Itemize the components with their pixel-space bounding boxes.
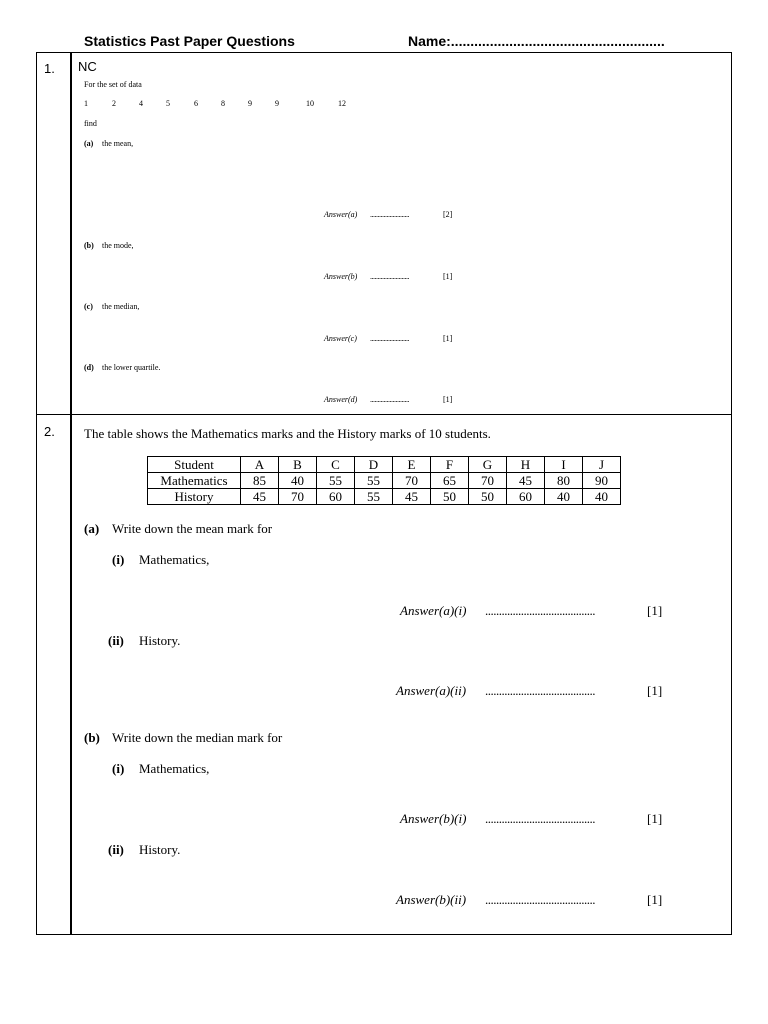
- marks: [2]: [443, 210, 453, 219]
- data-value: 9: [275, 99, 279, 108]
- table-header-row: [148, 457, 621, 473]
- table-cell: 55: [355, 489, 393, 505]
- question-divider: [36, 414, 732, 415]
- marks: [1]: [647, 683, 663, 698]
- table-cell: 45: [393, 489, 431, 505]
- subpart-text: History.: [139, 633, 181, 648]
- table-cell: 40: [545, 489, 583, 505]
- part-label: (a): [84, 521, 100, 536]
- table-header-cell: B: [279, 457, 317, 473]
- table-header-cell: G: [469, 457, 507, 473]
- table-cell: 70: [279, 489, 317, 505]
- table-header-cell: J: [583, 457, 621, 473]
- table-header-cell: D: [355, 457, 393, 473]
- part-label: (b): [84, 730, 100, 745]
- subpart-label: (ii): [108, 842, 124, 857]
- marks: [1]: [443, 334, 453, 343]
- answer-label: Answer(b)(ii): [396, 892, 467, 907]
- subpart-text: History.: [139, 842, 181, 857]
- table-cell: 60: [317, 489, 355, 505]
- part-label: (a): [84, 139, 94, 148]
- table-cell: Mathematics: [148, 473, 241, 489]
- answer-label: Answer(b): [324, 272, 358, 281]
- part-label: (d): [84, 363, 94, 372]
- number-column-divider: [70, 52, 72, 935]
- marks: [1]: [647, 603, 663, 618]
- answer-line: ........................................: [485, 892, 595, 907]
- subpart-label: (ii): [108, 633, 124, 648]
- subpart-text: Mathematics,: [139, 552, 210, 567]
- answer-label: Answer(b)(i): [400, 811, 467, 826]
- table-cell: 50: [469, 489, 507, 505]
- table-cell: 50: [431, 489, 469, 505]
- answer-line: ..........................: [370, 210, 409, 219]
- answer-line: ........................................: [485, 683, 595, 698]
- question-number: 2.: [44, 424, 55, 439]
- table-cell: 60: [507, 489, 545, 505]
- table-cell: 55: [317, 473, 355, 489]
- marks: [1]: [647, 892, 663, 907]
- table-cell: 55: [355, 473, 393, 489]
- name-field-label: Name:.......................................................: [408, 33, 665, 49]
- answer-line: ........................................: [485, 811, 595, 826]
- data-value: 6: [194, 99, 198, 108]
- table-header-cell: Student: [148, 457, 241, 473]
- data-value: 10: [306, 99, 314, 108]
- table-cell: 90: [583, 473, 621, 489]
- data-value: 5: [166, 99, 170, 108]
- data-value: 1: [84, 99, 88, 108]
- marks: [1]: [443, 395, 453, 404]
- subpart-label: (i): [112, 761, 125, 776]
- answer-label: Answer(a)(ii): [396, 683, 467, 698]
- part-label: (b): [84, 241, 94, 250]
- subpart-text: Mathematics,: [139, 761, 210, 776]
- part-text: the lower quartile.: [102, 363, 161, 372]
- answer-label: Answer(c): [324, 334, 357, 343]
- table-header-cell: F: [431, 457, 469, 473]
- table-cell: 45: [507, 473, 545, 489]
- table-cell: 85: [241, 473, 279, 489]
- table-cell: 70: [393, 473, 431, 489]
- question-intro: The table shows the Mathematics marks and the History marks of 10 students.: [84, 426, 491, 441]
- question-tag: NC: [78, 59, 97, 74]
- part-text: Write down the median mark for: [112, 730, 283, 745]
- table-header-cell: I: [545, 457, 583, 473]
- question-intro: For the set of data: [84, 80, 142, 89]
- table-cell: 40: [279, 473, 317, 489]
- table-header-cell: C: [317, 457, 355, 473]
- table-cell: History: [148, 489, 241, 505]
- table-cell: 40: [583, 489, 621, 505]
- part-text: Write down the mean mark for: [112, 521, 273, 536]
- answer-line: ..........................: [370, 395, 409, 404]
- data-value: 9: [248, 99, 252, 108]
- table-header-cell: E: [393, 457, 431, 473]
- table-header-cell: H: [507, 457, 545, 473]
- marks: [1]: [443, 272, 453, 281]
- answer-label: Answer(d): [324, 395, 358, 404]
- data-value: 2: [112, 99, 116, 108]
- part-text: the mean,: [102, 139, 134, 148]
- answer-line: ..........................: [370, 334, 409, 343]
- marks: [1]: [647, 811, 663, 826]
- find-label: find: [84, 119, 97, 128]
- answer-label: Answer(a)(i): [400, 603, 467, 618]
- table-row: [148, 473, 621, 489]
- table-cell: 45: [241, 489, 279, 505]
- page-title: Statistics Past Paper Questions: [84, 33, 295, 49]
- table-row: [148, 489, 621, 505]
- table-header-cell: A: [241, 457, 279, 473]
- marks-table: [147, 456, 621, 505]
- subpart-label: (i): [112, 552, 125, 567]
- answer-label: Answer(a): [324, 210, 358, 219]
- data-value: 8: [221, 99, 225, 108]
- data-value: 4: [139, 99, 143, 108]
- part-label: (c): [84, 302, 93, 311]
- answer-line: ........................................: [485, 603, 595, 618]
- table-cell: 65: [431, 473, 469, 489]
- part-text: the mode,: [102, 241, 134, 250]
- table-cell: 80: [545, 473, 583, 489]
- part-text: the median,: [102, 302, 140, 311]
- answer-line: ..........................: [370, 272, 409, 281]
- table-cell: 70: [469, 473, 507, 489]
- question-number: 1.: [44, 61, 55, 76]
- data-value: 12: [338, 99, 346, 108]
